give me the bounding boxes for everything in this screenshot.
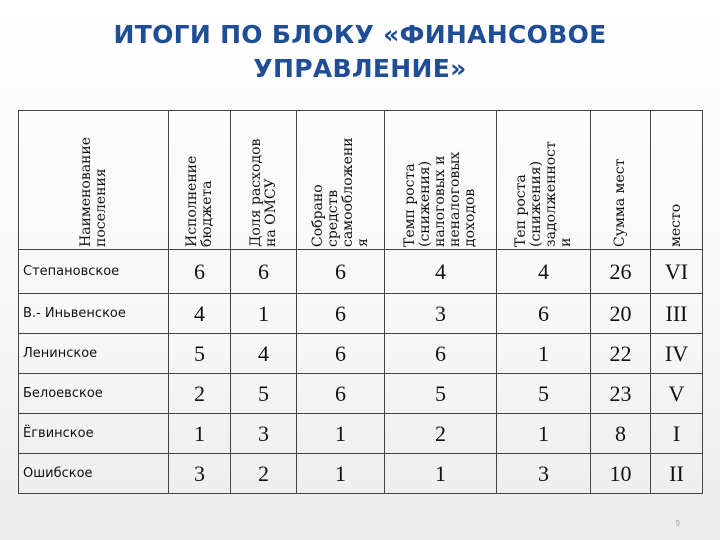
table-row xyxy=(19,334,703,374)
settlement-name-cell: В.- Иньвенское xyxy=(19,294,169,334)
value-cell: 6 xyxy=(169,250,231,294)
value-cell: 6 xyxy=(297,334,385,374)
value-cell: 1 xyxy=(385,454,497,494)
page-number: 9 xyxy=(675,519,680,528)
value-cell: 23 xyxy=(591,374,651,414)
value-cell: 4 xyxy=(497,250,591,294)
table-row xyxy=(19,250,703,294)
value-cell: VI xyxy=(651,250,703,294)
title-line-2: УПРАВЛЕНИЕ» xyxy=(253,54,467,83)
value-cell: 22 xyxy=(591,334,651,374)
column-header-label: место xyxy=(668,203,684,247)
column-header-label: Исполнение бюджета xyxy=(183,155,215,247)
table-row xyxy=(19,414,703,454)
header-row xyxy=(19,111,703,250)
column-header-label: Наименование поселения xyxy=(77,137,109,247)
settlement-name-cell: Степановское xyxy=(19,250,169,294)
value-cell: II xyxy=(651,454,703,494)
value-cell: 20 xyxy=(591,294,651,334)
value-cell: V xyxy=(651,374,703,414)
value-cell: 8 xyxy=(591,414,651,454)
value-cell: 5 xyxy=(169,334,231,374)
table-row xyxy=(19,454,703,494)
column-header-0 xyxy=(19,111,169,250)
value-cell: 1 xyxy=(169,414,231,454)
value-cell: 1 xyxy=(297,454,385,494)
title-line-1: ИТОГИ ПО БЛОКУ «ФИНАНСОВОЕ xyxy=(113,20,607,49)
value-cell: I xyxy=(651,414,703,454)
value-cell: 6 xyxy=(297,250,385,294)
value-cell: 6 xyxy=(231,250,297,294)
value-cell: 5 xyxy=(385,374,497,414)
value-cell: 6 xyxy=(497,294,591,334)
value-cell: 2 xyxy=(169,374,231,414)
value-cell: 6 xyxy=(297,294,385,334)
value-cell: 5 xyxy=(497,374,591,414)
value-cell: 1 xyxy=(497,414,591,454)
settlement-name-cell: Ошибское xyxy=(19,454,169,494)
column-header-6 xyxy=(591,111,651,250)
column-header-label: Доля расходов на ОМСУ xyxy=(247,138,279,247)
table-row xyxy=(19,294,703,334)
column-header-5 xyxy=(497,111,591,250)
column-header-label: Теп роста (снижения) задолженност и xyxy=(512,141,574,247)
results-table xyxy=(18,110,703,494)
value-cell: 2 xyxy=(385,414,497,454)
value-cell: 3 xyxy=(497,454,591,494)
value-cell: 3 xyxy=(385,294,497,334)
column-header-label: Темп роста (снижения) налоговых и неналоговых доходов xyxy=(402,151,478,247)
value-cell: 2 xyxy=(231,454,297,494)
column-header-2 xyxy=(231,111,297,250)
value-cell: 4 xyxy=(169,294,231,334)
value-cell: 1 xyxy=(297,414,385,454)
value-cell: 1 xyxy=(497,334,591,374)
column-header-label: Собрано средств самообложени я xyxy=(309,137,371,247)
value-cell: 4 xyxy=(385,250,497,294)
settlement-name-cell: Белоевское xyxy=(19,374,169,414)
value-cell: IV xyxy=(651,334,703,374)
column-header-1 xyxy=(169,111,231,250)
settlement-name-cell: Ёгвинское xyxy=(19,414,169,454)
value-cell: 5 xyxy=(231,374,297,414)
column-header-7 xyxy=(651,111,703,250)
table-row xyxy=(19,374,703,414)
value-cell: 1 xyxy=(231,294,297,334)
settlement-name-cell: Ленинское xyxy=(19,334,169,374)
value-cell: III xyxy=(651,294,703,334)
column-header-4 xyxy=(385,111,497,250)
column-header-label: Сумма мест xyxy=(612,158,628,247)
value-cell: 26 xyxy=(591,250,651,294)
value-cell: 3 xyxy=(169,454,231,494)
value-cell: 3 xyxy=(231,414,297,454)
value-cell: 6 xyxy=(297,374,385,414)
value-cell: 4 xyxy=(231,334,297,374)
value-cell: 6 xyxy=(385,334,497,374)
value-cell: 10 xyxy=(591,454,651,494)
column-header-3 xyxy=(297,111,385,250)
slide-title xyxy=(0,18,720,86)
